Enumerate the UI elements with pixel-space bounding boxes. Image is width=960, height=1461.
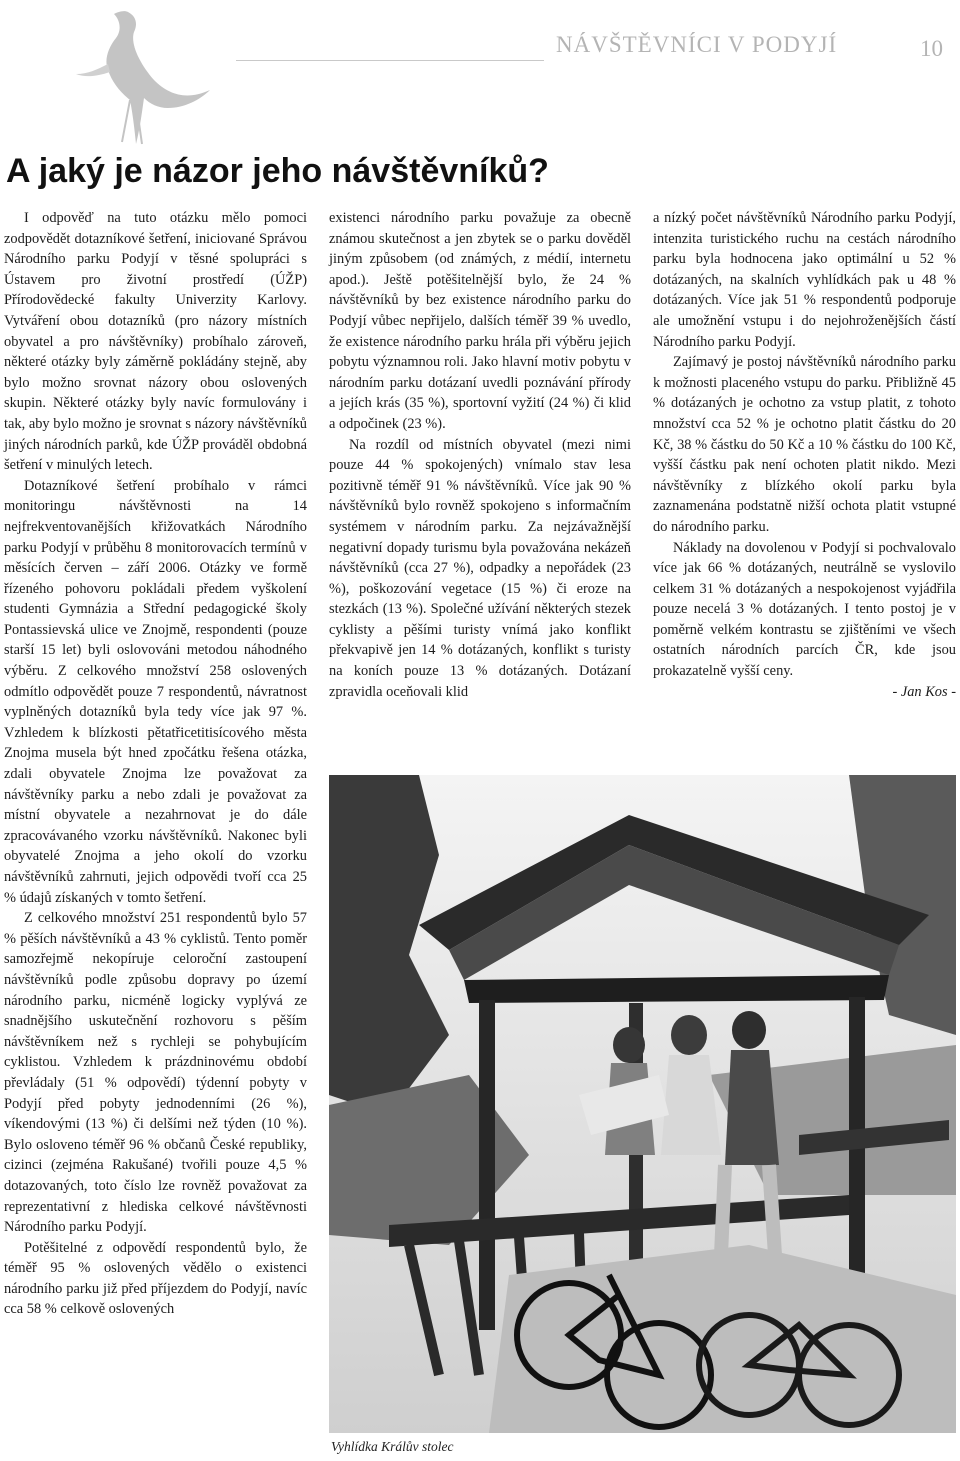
paragraph: Potěšitelné z odpovědí respondentů bylo, že téměř 95 % oslovených vědělo o existenci národního parku již před příjezdem do Podyjí, navíc cca 58 % celkově oslovených: [4, 1239, 307, 1318]
page-number: 10: [920, 36, 943, 61]
gazebo-photo: [329, 775, 956, 1433]
paragraph: Zajímavý je postoj návštěvníků národního parku k možnosti placeného vstupu do parku. Přibližně 45 % dotázaných je ochotno za vstup platit, z tohoto množství cca 52 % je ochotno platit částku do 20 Kč, 38 % částku do 50 Kč a 10 % částku do 100 Kč, vyšší částku pak není ochoten platit nikdo. Mezi návštěvníky z blízkého okolí parku byla zaznamenána podstatně nižší ochota platit vstupné do národního parku.: [653, 354, 956, 535]
column-2: [329, 208, 631, 702]
header-rule: [236, 60, 544, 61]
running-head: NÁVŠTĚVNÍCI V PODYJÍ: [556, 32, 838, 57]
paragraph: Náklady na dovolenou v Podyjí si pochvalovalo více jak 66 % dotázaných, neutrálně se vyslovilo celkem 31 % dotázaných a nespokojenost vyjádřila pouze necelá 3 % dotázaných. I tento postoj je v poměrně velkém kontrastu se zjištěními ve všech ostatních národních parcích ČR, kde jsou prokazatelně vyšší ceny.: [653, 539, 956, 680]
paragraph: Z celkového množství 251 respondentů bylo 57 % pěších návštěvníků a 43 % cyklistů. Tento poměr samozřejmě nekopíruje celoroční zastoupení návštěvníků podle způsobu dopravy po území národního parku, nicméně logicky vyplývá ze snadnějšího uskutečnění rozhovoru s pěším návštěvníkem než s rychleji se pohybujícím cyklistou. Vzhledem k prázdninovému období převládaly (51 % odpovědí) týdenní pobyty v Podyjí před pobyty jednodenními (26 %), víkendovými (13 %) či delšími než týden (10 %). Bylo osloveno téměř 96 % občanů České republiky, cizinci (zejména Rakušané) tvořili pouze 4,5 % dotazovaných, toto číslo lze rovněž považovat za reprezentativní z hlediska celkové návštěvnosti Národního parku Podyjí.: [4, 910, 307, 1236]
paragraph: existenci národního parku považuje za obecně známou skutečnost a jen zbytek se o parku dověděl jiným způsobem (od známých, z médií, internetu apod.). Ještě potěšitelnější bylo, že 24 % návštěvníků by bez existence národního parku do Podyjí vůbec nepřijelo, dalších téměř 39 % uvedlo, že existence národního parku hrála při výběru jejich pobytu významnou roli. Jako hlavní motiv pobytu v národním parku dotázaní uvedli poznávání přírody a jejích krás (35 %), sportovní vyžití (24 %) či klid a odpočinek (23 %).: [329, 210, 631, 432]
column-3: [653, 208, 956, 702]
author-signature: - Jan Kos -: [892, 683, 956, 700]
article-title: A jaký je názor jeho návštěvníků?: [6, 152, 549, 190]
paragraph: I odpověď na tuto otázku mělo pomoci zodpovědět dotazníkové šetření, iniciované Správou Národního parku Podyjí v těsné spolupráci s Ústavem pro životní prostředí (ÚŽP) Přírodovědecké fakulty Univerzity Karlovy. Vytváření obou dotazníků (pro názory místních obyvatel a pro návštěvníky) probíhalo zároveň, některé otázky byly záměrně pokládány stejně, aby bylo možno srovnat názory obou oslovených skupin. Některé otázky byly navíc formulovány i tak, aby bylo možno je srovnat s názory návštěvníků jiných národních parků, kde ÚŽP prováděl obdobná šetření v minulých letech.: [4, 210, 307, 474]
crane-bird-logo-icon: [70, 4, 220, 154]
photo-caption: Vyhlídka Králův stolec: [331, 1439, 454, 1454]
paragraph: a nízký počet návštěvníků Národního parku Podyjí, intenzita turistického ruchu na cestách národního parku byla hodnocena jako optimální u 52 % dotázaných, na skalních vyhlídkách pak u 48 % dotázaných. Více jak 51 % respondentů podporuje ale umožnění vstupu i do nejohroženějších částí Národního parku Podyjí.: [653, 210, 956, 350]
paragraph: Na rozdíl od místních obyvatel (mezi nimi pouze 44 % spokojených) vnímalo stav lesa pozitivně téměř 91 % návštěvníků. Více jak 90 % návštěvníků bylo rovněž spokojeno s informačním systémem v národním parku. Za nejzávažnější negativní dopady turismu byla považována nekázeň návštěvníků (cca 27 %), odpadky a nepořádek (23 %), poškozování vegetace (15 %) či eroze na stezkách (13 %). Společné užívání některých stezek cyklisty a pěšími turisty vnímá jako konflikt překvapivě jen 14 % dotázaných, konflikt s turisty na koních pouze 13 % dotázaných. Dotázaní zpravidla oceňovali klid: [329, 436, 631, 700]
column-1: [4, 208, 307, 1320]
paragraph: Dotazníkové šetření probíhalo v rámci monitoringu návštěvnosti na 14 nejfrekventovanějších křižovatkách Národního parku Podyjí v průběhu 8 monitorovacích termínů v měsících červen – září 2006. Otázky ve formě řízeného pohovoru pokládali předem vyškolení studenti Gymnázia a Střední pedagogické školy Pontassievská ulice ve Znojmě, respondenti (pouze starší 15 let) byli oslovováni metodou náhodného výběru. Z celkového množství 258 oslovených odmítlo odpovědět pouze 7 respondentů, návratnost vyplněných dotazníků byla tedy více jak 97 %. Vzhledem k blízkosti pětatřicetitisícového města Znojma musela být hned zpočátku řešena otázka, zdali obyvatele Znojma lze považovat za návštěvníky parku a nebo zdali je považovat za místní obyvatele a nezahrnovat je do dále zpracovávaného vzorku návštěvníků. Nakonec byli obyvatelé Znojma a jeho okolí do vzorku návštěvníků zahrnuti, jejich odpovědi tvoří cca 25 % údajů získaných v tomto šetření.: [4, 477, 307, 906]
